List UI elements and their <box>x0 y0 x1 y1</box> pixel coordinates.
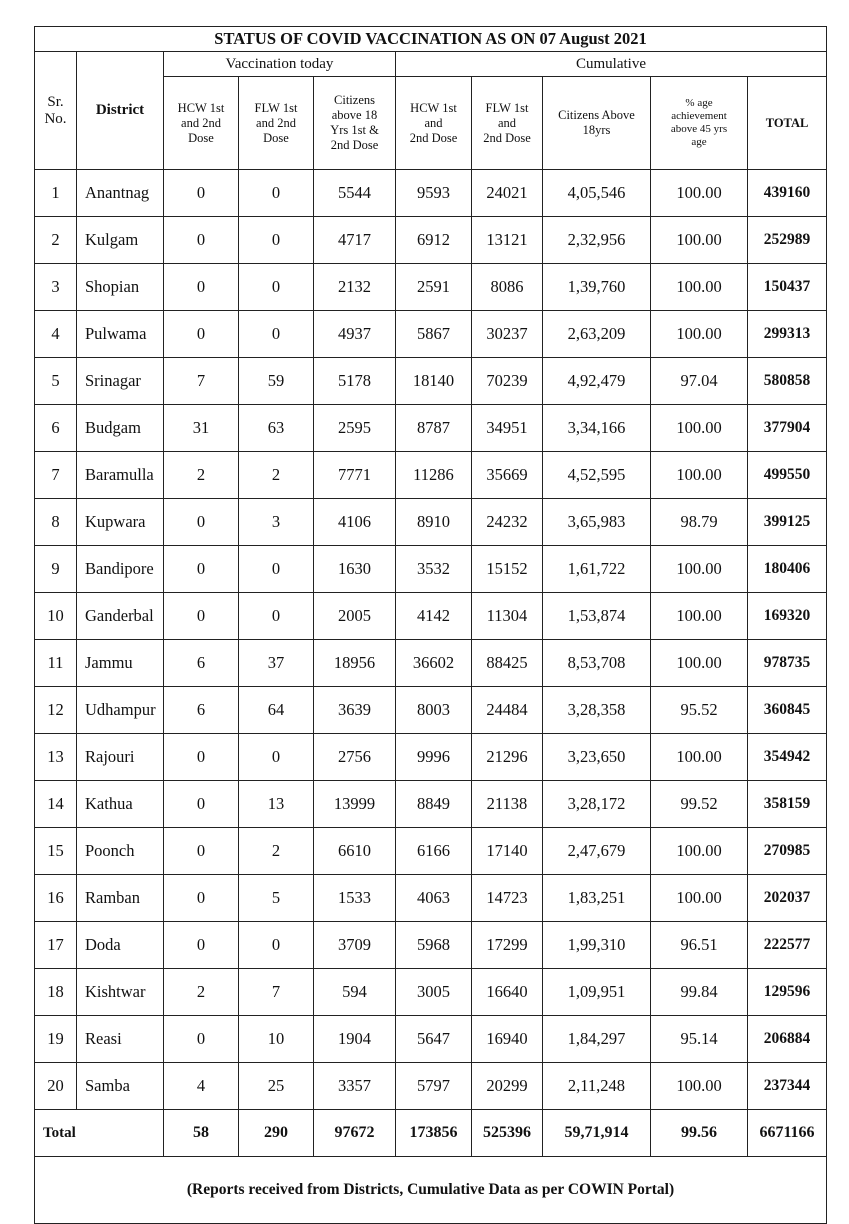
pct-achievement-cell: 100.00 <box>651 217 748 264</box>
flw-cumulative-cell: 16940 <box>472 1016 543 1063</box>
hcw-today-cell: 0 <box>164 781 239 828</box>
hcw-cumulative-cell: 4063 <box>396 875 472 922</box>
hcw-today-cell: 6 <box>164 687 239 734</box>
citizens-cumulative-cell: 1,53,874 <box>543 593 651 640</box>
vaccination-report <box>34 26 826 1198</box>
flw-cumulative-cell: 14723 <box>472 875 543 922</box>
citizens-cumulative-cell: 1,09,951 <box>543 969 651 1016</box>
pct-achievement-cell: 100.00 <box>651 875 748 922</box>
district-name-cell: Bandipore <box>77 546 164 593</box>
total-header: TOTAL <box>748 77 827 170</box>
district-name-cell: Rajouri <box>77 734 164 781</box>
hcw-today-cell: 0 <box>164 734 239 781</box>
report-footer-note: (Reports received from Districts, Cumulative Data as per COWIN Portal) <box>35 1157 827 1224</box>
sr-no-cell: 11 <box>35 640 77 687</box>
district-name-cell: Jammu <box>77 640 164 687</box>
sr-no-cell: 19 <box>35 1016 77 1063</box>
flw-today-cell: 2 <box>239 452 314 499</box>
totals-row <box>35 1110 827 1157</box>
sr-no-cell: 20 <box>35 1063 77 1110</box>
district-name-cell: Kathua <box>77 781 164 828</box>
citizens-today-cell: 4717 <box>314 217 396 264</box>
citizens-today-cell: 1533 <box>314 875 396 922</box>
district-name-cell: Doda <box>77 922 164 969</box>
flw-today-cell: 13 <box>239 781 314 828</box>
flw-cumulative-header: FLW 1st and 2nd Dose <box>472 77 543 170</box>
table-row <box>35 687 827 734</box>
hcw-today-cell: 0 <box>164 264 239 311</box>
sr-no-cell: 14 <box>35 781 77 828</box>
row-total-cell: 978735 <box>748 640 827 687</box>
table-row <box>35 1016 827 1063</box>
row-total-cell: 439160 <box>748 170 827 217</box>
citizens-today-cell: 2756 <box>314 734 396 781</box>
pct-achievement-cell: 100.00 <box>651 734 748 781</box>
district-name-cell: Srinagar <box>77 358 164 405</box>
total-cell: 58 <box>164 1110 239 1157</box>
row-total-cell: 237344 <box>748 1063 827 1110</box>
citizens-cumulative-cell: 2,47,679 <box>543 828 651 875</box>
pct-achievement-cell: 100.00 <box>651 1063 748 1110</box>
cumulative-header: Cumulative <box>396 52 827 77</box>
table-row <box>35 452 827 499</box>
flw-cumulative-cell: 8086 <box>472 264 543 311</box>
district-name-cell: Udhampur <box>77 687 164 734</box>
flw-today-cell: 0 <box>239 217 314 264</box>
pct-achievement-cell: 100.00 <box>651 828 748 875</box>
sr-no-cell: 3 <box>35 264 77 311</box>
citizens-cumulative-cell: 1,61,722 <box>543 546 651 593</box>
table-row <box>35 358 827 405</box>
table-row <box>35 640 827 687</box>
pct-achievement-cell: 97.04 <box>651 358 748 405</box>
district-name-cell: Ganderbal <box>77 593 164 640</box>
hcw-cumulative-cell: 9996 <box>396 734 472 781</box>
district-name-cell: Poonch <box>77 828 164 875</box>
row-total-cell: 150437 <box>748 264 827 311</box>
citizens-today-cell: 1904 <box>314 1016 396 1063</box>
hcw-today-cell: 0 <box>164 828 239 875</box>
table-row <box>35 828 827 875</box>
hcw-cumulative-cell: 4142 <box>396 593 472 640</box>
hcw-cumulative-cell: 3005 <box>396 969 472 1016</box>
flw-today-cell: 0 <box>239 734 314 781</box>
hcw-today-cell: 7 <box>164 358 239 405</box>
row-total-cell: 222577 <box>748 922 827 969</box>
row-total-cell: 299313 <box>748 311 827 358</box>
sr-no-cell: 17 <box>35 922 77 969</box>
citizens-cumulative-header: Citizens Above 18yrs <box>543 77 651 170</box>
hcw-today-header: HCW 1st and 2nd Dose <box>164 77 239 170</box>
pct-achievement-cell: 100.00 <box>651 640 748 687</box>
total-cell: 59,71,914 <box>543 1110 651 1157</box>
row-total-cell: 202037 <box>748 875 827 922</box>
table-row <box>35 922 827 969</box>
hcw-cumulative-cell: 11286 <box>396 452 472 499</box>
citizens-today-cell: 5178 <box>314 358 396 405</box>
district-name-cell: Kishtwar <box>77 969 164 1016</box>
row-total-cell: 399125 <box>748 499 827 546</box>
flw-today-cell: 0 <box>239 922 314 969</box>
sr-no-cell: 7 <box>35 452 77 499</box>
hcw-cumulative-cell: 2591 <box>396 264 472 311</box>
citizens-cumulative-cell: 3,28,358 <box>543 687 651 734</box>
sr-no-cell: 15 <box>35 828 77 875</box>
citizens-today-cell: 3709 <box>314 922 396 969</box>
hcw-today-cell: 0 <box>164 922 239 969</box>
sr-no-cell: 9 <box>35 546 77 593</box>
citizens-cumulative-cell: 2,63,209 <box>543 311 651 358</box>
citizens-cumulative-cell: 1,39,760 <box>543 264 651 311</box>
district-header: District <box>77 52 164 170</box>
pct-achievement-cell: 100.00 <box>651 264 748 311</box>
table-row <box>35 734 827 781</box>
flw-today-cell: 25 <box>239 1063 314 1110</box>
citizens-today-cell: 6610 <box>314 828 396 875</box>
district-name-cell: Anantnag <box>77 170 164 217</box>
district-name-cell: Samba <box>77 1063 164 1110</box>
flw-cumulative-cell: 88425 <box>472 640 543 687</box>
flw-today-cell: 10 <box>239 1016 314 1063</box>
row-total-cell: 358159 <box>748 781 827 828</box>
pct-achievement-cell: 98.79 <box>651 499 748 546</box>
citizens-today-header: Citizens above 18 Yrs 1st & 2nd Dose <box>314 77 396 170</box>
flw-cumulative-cell: 70239 <box>472 358 543 405</box>
total-cell: 290 <box>239 1110 314 1157</box>
row-total-cell: 206884 <box>748 1016 827 1063</box>
flw-today-cell: 64 <box>239 687 314 734</box>
hcw-cumulative-cell: 5867 <box>396 311 472 358</box>
pct-achievement-cell: 95.52 <box>651 687 748 734</box>
hcw-cumulative-cell: 8910 <box>396 499 472 546</box>
flw-today-cell: 0 <box>239 170 314 217</box>
hcw-cumulative-cell: 8849 <box>396 781 472 828</box>
district-name-cell: Budgam <box>77 405 164 452</box>
sr-no-header: Sr. No. <box>35 52 77 170</box>
hcw-today-cell: 0 <box>164 170 239 217</box>
pct-achievement-cell: 100.00 <box>651 452 748 499</box>
citizens-cumulative-cell: 1,84,297 <box>543 1016 651 1063</box>
flw-today-cell: 0 <box>239 546 314 593</box>
report-title: STATUS OF COVID VACCINATION AS ON 07 August 2021 <box>35 27 827 52</box>
table-row <box>35 499 827 546</box>
total-cell: 97672 <box>314 1110 396 1157</box>
row-total-cell: 499550 <box>748 452 827 499</box>
hcw-cumulative-cell: 5647 <box>396 1016 472 1063</box>
hcw-cumulative-cell: 8003 <box>396 687 472 734</box>
flw-today-cell: 0 <box>239 593 314 640</box>
citizens-cumulative-cell: 3,28,172 <box>543 781 651 828</box>
flw-cumulative-cell: 17140 <box>472 828 543 875</box>
citizens-cumulative-cell: 1,99,310 <box>543 922 651 969</box>
district-name-cell: Pulwama <box>77 311 164 358</box>
citizens-today-cell: 18956 <box>314 640 396 687</box>
flw-cumulative-cell: 24484 <box>472 687 543 734</box>
table-row <box>35 1063 827 1110</box>
citizens-cumulative-cell: 1,83,251 <box>543 875 651 922</box>
flw-cumulative-cell: 16640 <box>472 969 543 1016</box>
sr-no-cell: 1 <box>35 170 77 217</box>
row-total-cell: 129596 <box>748 969 827 1016</box>
sr-no-cell: 18 <box>35 969 77 1016</box>
flw-cumulative-cell: 24232 <box>472 499 543 546</box>
district-name-cell: Ramban <box>77 875 164 922</box>
citizens-today-cell: 2005 <box>314 593 396 640</box>
hcw-cumulative-cell: 3532 <box>396 546 472 593</box>
sr-no-cell: 12 <box>35 687 77 734</box>
total-cell: 6671166 <box>748 1110 827 1157</box>
row-total-cell: 180406 <box>748 546 827 593</box>
pct-achievement-cell: 100.00 <box>651 546 748 593</box>
flw-today-cell: 0 <box>239 311 314 358</box>
table-row <box>35 546 827 593</box>
citizens-cumulative-cell: 2,32,956 <box>543 217 651 264</box>
sr-no-cell: 10 <box>35 593 77 640</box>
hcw-today-cell: 2 <box>164 452 239 499</box>
vaccination-today-header: Vaccination today <box>164 52 396 77</box>
citizens-today-cell: 3639 <box>314 687 396 734</box>
hcw-today-cell: 2 <box>164 969 239 1016</box>
district-name-cell: Shopian <box>77 264 164 311</box>
hcw-cumulative-cell: 5968 <box>396 922 472 969</box>
citizens-today-cell: 2595 <box>314 405 396 452</box>
citizens-cumulative-cell: 3,65,983 <box>543 499 651 546</box>
pct-achievement-cell: 100.00 <box>651 593 748 640</box>
pct-achievement-cell: 99.52 <box>651 781 748 828</box>
pct-achievement-cell: 100.00 <box>651 311 748 358</box>
sr-no-cell: 4 <box>35 311 77 358</box>
totals-label: Total <box>35 1110 164 1157</box>
district-rows <box>35 170 827 1110</box>
row-total-cell: 354942 <box>748 734 827 781</box>
flw-cumulative-cell: 24021 <box>472 170 543 217</box>
district-name-cell: Kupwara <box>77 499 164 546</box>
citizens-today-cell: 4106 <box>314 499 396 546</box>
citizens-cumulative-cell: 4,92,479 <box>543 358 651 405</box>
citizens-cumulative-cell: 3,34,166 <box>543 405 651 452</box>
table-row <box>35 875 827 922</box>
district-name-cell: Reasi <box>77 1016 164 1063</box>
flw-today-cell: 3 <box>239 499 314 546</box>
row-total-cell: 270985 <box>748 828 827 875</box>
district-name-cell: Baramulla <box>77 452 164 499</box>
total-cell: 173856 <box>396 1110 472 1157</box>
row-total-cell: 377904 <box>748 405 827 452</box>
hcw-cumulative-cell: 8787 <box>396 405 472 452</box>
table-row <box>35 405 827 452</box>
hcw-today-cell: 0 <box>164 546 239 593</box>
hcw-cumulative-cell: 6166 <box>396 828 472 875</box>
sr-no-cell: 8 <box>35 499 77 546</box>
flw-today-cell: 2 <box>239 828 314 875</box>
citizens-cumulative-cell: 2,11,248 <box>543 1063 651 1110</box>
flw-cumulative-cell: 35669 <box>472 452 543 499</box>
citizens-cumulative-cell: 4,05,546 <box>543 170 651 217</box>
citizens-cumulative-cell: 8,53,708 <box>543 640 651 687</box>
flw-today-cell: 37 <box>239 640 314 687</box>
flw-cumulative-cell: 30237 <box>472 311 543 358</box>
hcw-today-cell: 6 <box>164 640 239 687</box>
table-row <box>35 170 827 217</box>
pct-achievement-cell: 99.84 <box>651 969 748 1016</box>
pct-achievement-cell: 100.00 <box>651 405 748 452</box>
pct-achievement-cell: 95.14 <box>651 1016 748 1063</box>
citizens-today-cell: 7771 <box>314 452 396 499</box>
row-total-cell: 580858 <box>748 358 827 405</box>
table-row <box>35 781 827 828</box>
hcw-today-cell: 4 <box>164 1063 239 1110</box>
hcw-today-cell: 0 <box>164 499 239 546</box>
flw-today-header: FLW 1st and 2nd Dose <box>239 77 314 170</box>
citizens-today-cell: 3357 <box>314 1063 396 1110</box>
flw-cumulative-cell: 13121 <box>472 217 543 264</box>
pct-achievement-cell: 96.51 <box>651 922 748 969</box>
pct-achievement-header: % age achievement above 45 yrs age <box>651 77 748 170</box>
flw-today-cell: 63 <box>239 405 314 452</box>
hcw-cumulative-header: HCW 1st and 2nd Dose <box>396 77 472 170</box>
flw-cumulative-cell: 11304 <box>472 593 543 640</box>
flw-cumulative-cell: 20299 <box>472 1063 543 1110</box>
sr-no-cell: 2 <box>35 217 77 264</box>
district-name-cell: Kulgam <box>77 217 164 264</box>
hcw-today-cell: 0 <box>164 217 239 264</box>
citizens-today-cell: 13999 <box>314 781 396 828</box>
flw-cumulative-cell: 15152 <box>472 546 543 593</box>
hcw-today-cell: 0 <box>164 311 239 358</box>
flw-cumulative-cell: 34951 <box>472 405 543 452</box>
row-total-cell: 360845 <box>748 687 827 734</box>
flw-cumulative-cell: 21296 <box>472 734 543 781</box>
hcw-today-cell: 0 <box>164 593 239 640</box>
hcw-cumulative-cell: 5797 <box>396 1063 472 1110</box>
flw-cumulative-cell: 21138 <box>472 781 543 828</box>
citizens-cumulative-cell: 4,52,595 <box>543 452 651 499</box>
sr-no-cell: 6 <box>35 405 77 452</box>
hcw-cumulative-cell: 9593 <box>396 170 472 217</box>
vaccination-table <box>34 26 827 1224</box>
citizens-today-cell: 5544 <box>314 170 396 217</box>
flw-today-cell: 7 <box>239 969 314 1016</box>
pct-achievement-cell: 100.00 <box>651 170 748 217</box>
flw-today-cell: 0 <box>239 264 314 311</box>
citizens-today-cell: 2132 <box>314 264 396 311</box>
hcw-cumulative-cell: 6912 <box>396 217 472 264</box>
table-row <box>35 311 827 358</box>
row-total-cell: 169320 <box>748 593 827 640</box>
hcw-today-cell: 31 <box>164 405 239 452</box>
sr-no-cell: 16 <box>35 875 77 922</box>
table-row <box>35 217 827 264</box>
flw-today-cell: 59 <box>239 358 314 405</box>
hcw-today-cell: 0 <box>164 1016 239 1063</box>
sr-no-cell: 13 <box>35 734 77 781</box>
row-total-cell: 252989 <box>748 217 827 264</box>
hcw-cumulative-cell: 18140 <box>396 358 472 405</box>
citizens-today-cell: 1630 <box>314 546 396 593</box>
sr-no-cell: 5 <box>35 358 77 405</box>
flw-today-cell: 5 <box>239 875 314 922</box>
table-row <box>35 264 827 311</box>
citizens-today-cell: 4937 <box>314 311 396 358</box>
hcw-cumulative-cell: 36602 <box>396 640 472 687</box>
total-cell: 99.56 <box>651 1110 748 1157</box>
hcw-today-cell: 0 <box>164 875 239 922</box>
citizens-cumulative-cell: 3,23,650 <box>543 734 651 781</box>
total-cell: 525396 <box>472 1110 543 1157</box>
flw-cumulative-cell: 17299 <box>472 922 543 969</box>
citizens-today-cell: 594 <box>314 969 396 1016</box>
table-row <box>35 593 827 640</box>
table-row <box>35 969 827 1016</box>
